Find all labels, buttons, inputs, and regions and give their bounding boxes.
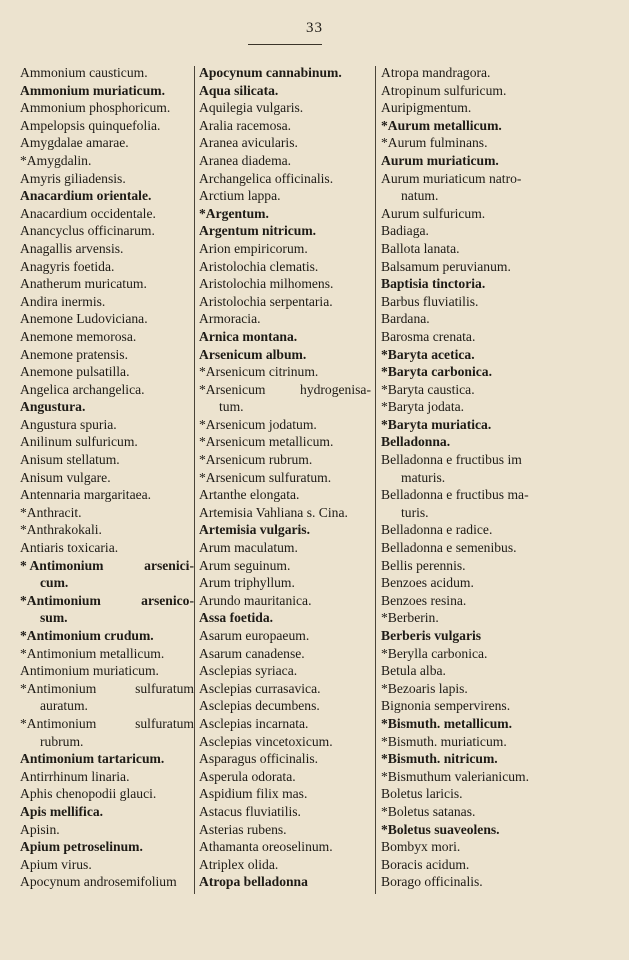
index-entry: Arnica montana. xyxy=(199,328,298,344)
index-entry: Ampelopsis quinquefolia. xyxy=(20,117,161,133)
index-entry: turis. xyxy=(401,504,429,520)
index-entry: Asperula odorata. xyxy=(199,768,296,784)
index-entry: Benzoes acidum. xyxy=(381,575,474,591)
index-entry: Antennaria margaritaea. xyxy=(20,487,152,503)
index-entry: Amyris giliadensis. xyxy=(20,170,126,186)
index-entry: Belladonna e fructibus im xyxy=(381,452,522,468)
index-columns xyxy=(20,64,620,894)
index-entry: maturis. xyxy=(401,469,446,485)
index-entry: Anemone pratensis. xyxy=(20,346,128,362)
index-entry: Asarum canadense. xyxy=(199,645,305,661)
index-column-1 xyxy=(20,64,194,900)
index-entry: Anemone Ludoviciana. xyxy=(20,311,148,327)
index-entry: *Argentum. xyxy=(199,205,269,221)
index-entry: Aurum sulfuricum. xyxy=(381,205,486,221)
index-entry: *Arsenicum metallicum. xyxy=(199,434,334,450)
index-entry: Apocynum cannabinum. xyxy=(199,65,342,80)
index-entry: *Baryta caustica. xyxy=(381,381,475,397)
index-entry: Aspidium filix mas. xyxy=(199,786,308,802)
index-entry: Barosma crenata. xyxy=(381,328,476,344)
index-entry: Asarum europaeum. xyxy=(199,628,310,643)
index-entry: Artemisia Vahliana s. Cina. xyxy=(199,504,348,520)
index-entry: Bellis perennis. xyxy=(381,557,466,573)
index-entry: Anatherum muricatum. xyxy=(20,276,147,292)
index-entry: Antirrhinum linaria. xyxy=(20,768,130,784)
index-entry: *Aurum metallicum. xyxy=(381,117,502,133)
index-entry: Belladonna e radice. xyxy=(381,522,493,538)
index-entry: Aristolochia serpentaria. xyxy=(199,293,333,309)
index-entry: Asterias rubens. xyxy=(199,821,287,837)
index-entry xyxy=(20,680,194,698)
index-entry: *Aurum fulminans. xyxy=(381,135,488,151)
index-entry: Aralia racemosa. xyxy=(199,117,292,133)
index-entry: *Boletus suaveolens. xyxy=(381,821,500,837)
index-entry: Asclepias vincetoxicum. xyxy=(199,733,333,749)
index-entry: Ballota lanata. xyxy=(381,240,460,256)
index-entry: Argentum nitricum. xyxy=(199,223,317,239)
index-entry: natum. xyxy=(401,188,439,204)
entry-part: *Antimonium xyxy=(20,592,101,608)
index-entry: Angelica archangelica. xyxy=(20,381,145,397)
entry-part: arsenici- xyxy=(144,557,194,573)
index-entry: Bardana. xyxy=(381,311,430,327)
index-entry: *Bezoaris lapis. xyxy=(381,680,468,696)
index-entry: Anagyris foetida. xyxy=(20,258,115,274)
index-entry: Asclepias incarnata. xyxy=(199,715,309,731)
entry-part: sulfuratum xyxy=(135,715,194,731)
index-entry: Anisum vulgare. xyxy=(20,469,111,485)
index-entry: Bombyx mori. xyxy=(381,839,461,855)
index-entry: *Bismuth. nitricum. xyxy=(381,751,498,767)
index-entry: *Baryta muriatica. xyxy=(381,416,492,432)
index-entry: Anacardium occidentale. xyxy=(20,205,156,221)
index-entry: Aquilegia vulgaris. xyxy=(199,100,304,116)
index-entry: Atropa mandragora. xyxy=(381,65,491,80)
index-entry: Anagallis arvensis. xyxy=(20,240,124,256)
index-entry xyxy=(20,557,194,575)
index-entry: Arundo mauritanica. xyxy=(199,592,312,608)
index-entry: Arion empiricorum. xyxy=(199,240,308,256)
index-entry: Belladonna. xyxy=(381,434,451,450)
index-entry: *Boletus satanas. xyxy=(381,803,476,819)
index-entry: Apisin. xyxy=(20,821,60,837)
index-entry: Arum seguinum. xyxy=(199,557,291,573)
index-entry: Auripigmentum. xyxy=(381,100,472,116)
index-entry: Aqua silicata. xyxy=(199,82,279,98)
index-entry: Asclepias currasavica. xyxy=(199,680,321,696)
index-entry: Athamanta oreoselinum. xyxy=(199,839,333,855)
index-entry: *Anthracit. xyxy=(20,504,82,520)
index-entry: Borago officinalis. xyxy=(381,874,483,890)
index-entry: Aurum muriaticum natro- xyxy=(381,170,522,186)
index-entry: *Amygdalin. xyxy=(20,152,92,168)
index-entry: Armoracia. xyxy=(199,311,261,327)
index-entry: Apium petroselinum. xyxy=(20,839,143,855)
index-entry: Aurum muriaticum. xyxy=(381,152,499,168)
index-entry: Artanthe elongata. xyxy=(199,487,300,503)
index-entry: Berberis vulgaris xyxy=(381,628,482,643)
index-entry: Anemone pulsatilla. xyxy=(20,364,130,380)
index-entry: Antiaris toxicaria. xyxy=(20,540,119,556)
index-entry: Ammonium phosphoricum. xyxy=(20,100,171,116)
index-entry: Aristolochia milhomens. xyxy=(199,276,334,292)
entry-part: *Arsenicum xyxy=(199,381,266,397)
index-entry: Anancyclus officinarum. xyxy=(20,223,155,239)
index-entry: cum. xyxy=(40,575,69,591)
index-entry: Amygdalae amarae. xyxy=(20,135,129,151)
index-entry: Anacardium orientale. xyxy=(20,188,152,204)
index-entry: Ammonium causticum. xyxy=(20,65,148,80)
index-entry: *Arsenicum sulfuratum. xyxy=(199,469,332,485)
index-entry: *Arsenicum jodatum. xyxy=(199,416,317,432)
index-entry: Anemone memorosa. xyxy=(20,328,137,344)
index-entry: *Baryta carbonica. xyxy=(381,364,493,380)
index-entry: Baptisia tinctoria. xyxy=(381,276,486,292)
index-entry: Arctium lappa. xyxy=(199,188,281,204)
index-entry: *Antimonium crudum. xyxy=(20,628,154,643)
index-entry: *Baryta jodata. xyxy=(381,399,465,415)
index-entry: Aranea diadema. xyxy=(199,152,292,168)
index-column-3 xyxy=(381,64,617,900)
index-entry: Ammonium muriaticum. xyxy=(20,82,165,98)
index-entry xyxy=(199,381,371,399)
index-entry: sum. xyxy=(40,610,68,626)
entry-part: hydrogenisa- xyxy=(300,381,371,397)
index-entry xyxy=(20,592,194,610)
index-entry: rubrum. xyxy=(40,733,84,749)
entry-part: *Antimonium xyxy=(20,680,97,696)
index-entry: Atropinum sulfuricum. xyxy=(381,82,507,98)
index-entry: Assa foetida. xyxy=(199,610,274,626)
index-entry: auratum. xyxy=(40,698,88,714)
index-entry: Asclepias decumbens. xyxy=(199,698,320,714)
index-entry: Arum triphyllum. xyxy=(199,575,295,591)
index-entry: Apis mellifica. xyxy=(20,803,104,819)
index-entry: Boletus laricis. xyxy=(381,786,463,802)
index-entry: Arum maculatum. xyxy=(199,540,298,556)
index-entry: Badiaga. xyxy=(381,223,429,239)
index-entry: Aranea avicularis. xyxy=(199,135,298,151)
index-entry: Angustura. xyxy=(20,399,86,415)
index-entry: *Anthrakokali. xyxy=(20,522,102,538)
index-entry: Belladonna e fructibus ma- xyxy=(381,487,529,503)
index-entry: Arsenicum album. xyxy=(199,346,307,362)
index-entry: *Baryta acetica. xyxy=(381,346,475,362)
index-entry: Asparagus officinalis. xyxy=(199,751,319,767)
index-entry: *Bismuthum valerianicum. xyxy=(381,768,529,784)
index-entry: *Arsenicum citrinum. xyxy=(199,364,319,380)
index-entry: Betula alba. xyxy=(381,663,446,679)
column-divider xyxy=(375,66,376,894)
index-entry: Benzoes resina. xyxy=(381,592,467,608)
index-entry: *Bismuth. metallicum. xyxy=(381,715,513,731)
index-entry: Aphis chenopodii glauci. xyxy=(20,786,157,802)
index-entry: Asclepias syriaca. xyxy=(199,663,298,679)
index-entry: *Bismuth. muriaticum. xyxy=(381,733,507,749)
index-entry: Andira inermis. xyxy=(20,293,106,309)
index-entry: Belladonna e semenibus. xyxy=(381,540,517,556)
index-entry: Boracis acidum. xyxy=(381,856,470,872)
index-entry: Apium virus. xyxy=(20,856,92,872)
header-rule xyxy=(248,44,322,45)
page-number: 33 xyxy=(306,20,323,36)
index-entry: Apocynum androsemifolium xyxy=(20,874,177,890)
index-entry: Bignonia sempervirens. xyxy=(381,698,511,714)
index-entry: Antimonium tartaricum. xyxy=(20,751,165,767)
index-entry: Archangelica officinalis. xyxy=(199,170,334,186)
index-entry: Atriplex olida. xyxy=(199,856,279,872)
index-entry: Angustura spuria. xyxy=(20,416,117,432)
index-entry: Anilinum sulfuricum. xyxy=(20,434,138,450)
entry-part: arsenico- xyxy=(141,592,194,608)
entry-part: * Antimonium xyxy=(20,557,104,573)
entry-part: sulfuratum xyxy=(135,680,194,696)
index-entry: *Berberin. xyxy=(381,610,439,626)
index-entry: Anisum stellatum. xyxy=(20,452,120,468)
index-entry: Aristolochia clematis. xyxy=(199,258,319,274)
index-entry: *Arsenicum rubrum. xyxy=(199,452,313,468)
entry-part: *Antimonium xyxy=(20,715,97,731)
index-entry: Antimonium muriaticum. xyxy=(20,663,159,679)
index-entry: Atropa belladonna xyxy=(199,874,308,890)
index-entry: Barbus fluviatilis. xyxy=(381,293,479,309)
index-entry: Artemisia vulgaris. xyxy=(199,522,311,538)
index-entry: Astacus fluviatilis. xyxy=(199,803,301,819)
index-entry: *Antimonium metallicum. xyxy=(20,645,165,661)
column-divider xyxy=(194,66,195,894)
index-entry: *Berylla carbonica. xyxy=(381,645,488,661)
index-entry xyxy=(20,715,194,733)
index-entry: tum. xyxy=(219,399,244,415)
index-entry: Balsamum peruvianum. xyxy=(381,258,511,274)
index-column-2 xyxy=(199,64,371,900)
